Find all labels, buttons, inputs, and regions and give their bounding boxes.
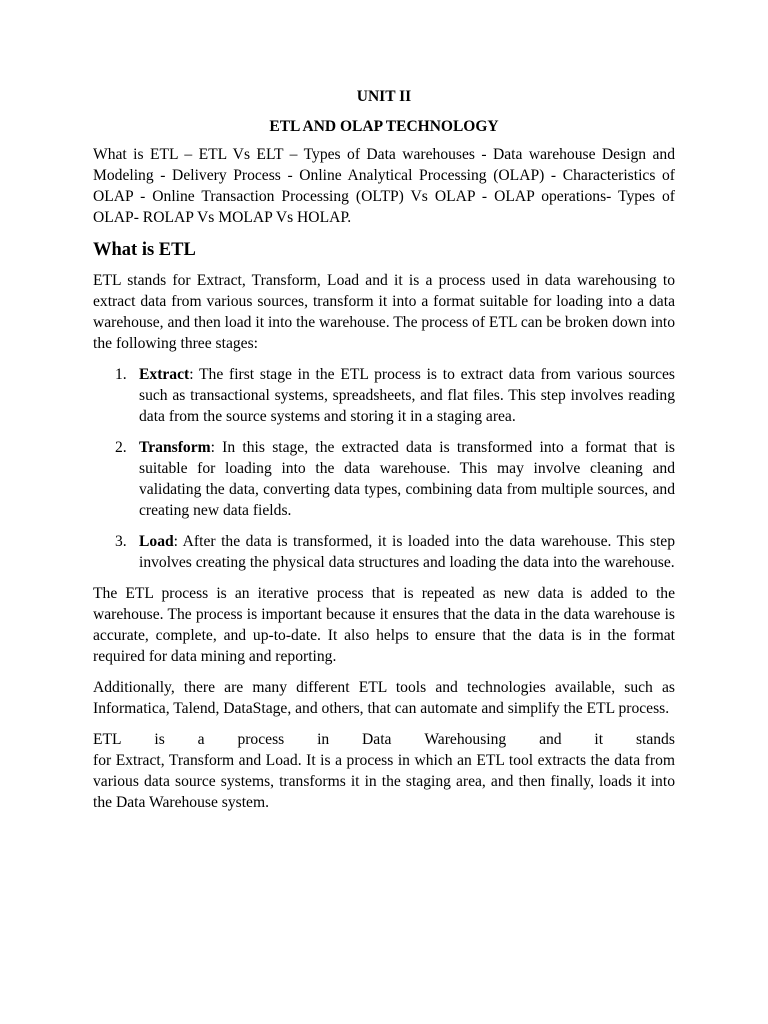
definition-rest: for Extract, Transform and Load. It is a process in which an ETL tool extracts the data from various data source systems, transforms it in the staging area, and then finally, loads it into the Data Warehouse system. [93,752,675,811]
list-item-number: 2. [115,439,127,456]
section-heading: What is ETL [93,240,196,260]
stage-term: Transform [139,439,211,456]
etl-stages-list [93,364,675,573]
iterative-paragraph: The ETL process is an iterative process that is repeated as new data is added to the warehouse. The process is important because it ensures that the data in the data warehouse is accurate, complete, and up-to-date. It also helps to ensure that the data is in the format required for data mining and reporting. [93,585,675,665]
stage-term: Load [139,533,174,550]
definition-word: Data [362,731,392,748]
definition-word: in [317,731,330,748]
definition-word: and [539,731,562,748]
definition-word: process [237,731,285,748]
stage-description: : In this stage, the extracted data is transformed into a format that is suitable for loading into the data warehouse. This may involve cleaning and validating the data, converting data types, combining data from multiple sources, and creating new data fields. [139,439,675,519]
list-item-number: 1. [115,366,127,383]
tools-paragraph: Additionally, there are many different ETL tools and technologies available, such as Informatica, Talend, DataStage, and others, that can automate and simplify the ETL process. [93,679,675,717]
definition-word: Warehousing [424,731,507,748]
stage-description: : The first stage in the ETL process is to extract data from various sources such as transactional systems, spreadsheets, and flat files. This step involves reading data from the source systems and storing it in a staging area. [139,366,675,425]
definition-word: ETL [93,731,122,748]
topic-title: ETL AND OLAP TECHNOLOGY [269,118,499,135]
stage-term: Extract [139,366,190,383]
stage-description: : After the data is transformed, it is loaded into the data warehouse. This step involves creating the physical data structures and loading the data into the warehouse. [139,533,675,571]
syllabus-paragraph: What is ETL – ETL Vs ELT – Types of Data warehouses - Data warehouse Design and Modeling - Delivery Process - Online Analytical Processing (OLAP) - Characteristics of OLAP - Online Transaction Processing (OLTP) Vs OLAP - OLAP operations- Types of OLAP- ROLAP Vs MOLAP Vs HOLAP. [93,146,675,226]
list-item [93,437,675,521]
list-item [93,364,675,427]
definition-word: a [197,731,205,748]
list-item-number: 3. [115,533,127,550]
list-item [93,531,675,573]
definition-paragraph [93,729,675,813]
unit-title: UNIT II [356,88,412,105]
definition-word: is [154,731,165,748]
definition-word: stands [635,731,675,748]
definition-word: it [594,731,604,748]
etl-intro-paragraph: ETL stands for Extract, Transform, Load and it is a process used in data warehousing to extract data from various sources, transform it into a format suitable for loading into a data warehouse, and then load it into the warehouse. The process of ETL can be broken down into the following three stages: [93,272,675,352]
definition-first-line [93,729,675,750]
document-page [93,86,675,813]
